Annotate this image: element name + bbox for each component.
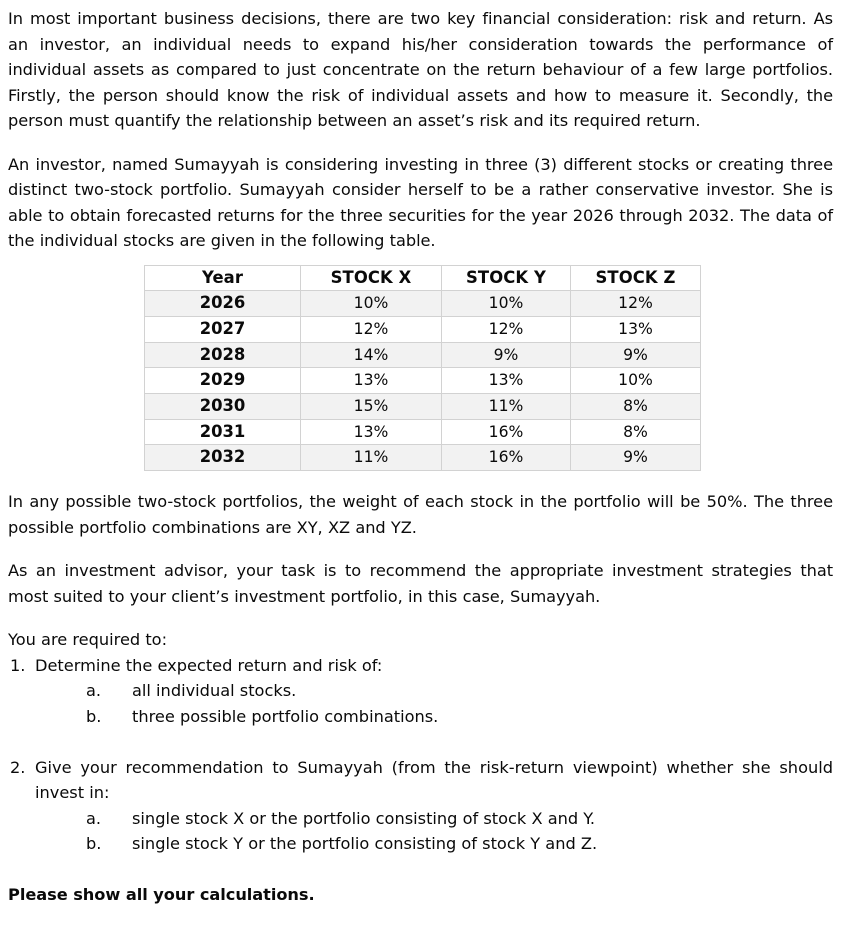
sub-requirement-text: single stock Y or the portfolio consisting of stock Y and Z.	[132, 834, 598, 854]
cell-year: 2031	[145, 419, 301, 445]
cell-stock-y: 16%	[442, 419, 571, 445]
table-row	[145, 291, 701, 317]
cell-year: 2032	[145, 445, 301, 471]
stock-returns-table	[144, 265, 701, 472]
table-body	[145, 291, 701, 471]
table-header-row	[145, 265, 701, 291]
column-header-stock-x: STOCK X	[301, 265, 442, 291]
sub-requirement-text: three possible portfolio combinations.	[132, 706, 439, 726]
stock-returns-table-wrapper	[8, 265, 833, 472]
requirement-1-sub-a	[35, 678, 833, 704]
requirement-2-sublist	[35, 806, 833, 857]
requirement-2-sub-b	[35, 831, 833, 857]
paragraph-intro: In most important business decisions, there are two key financial consideration: risk and return. As an investor, an individual needs to expand his/her consideration towards the performance of individual assets as compared to just concentrate on the return behaviour of a few large portfolios. Firstly, the person should know the risk of individual assets and how to measure it. Secondly, the person must quantify the relationship between an asset’s risk and its required return.	[8, 9, 833, 130]
table-row	[145, 419, 701, 445]
column-header-year: Year	[145, 265, 301, 291]
sub-list-marker: a.	[86, 681, 102, 701]
cell-stock-z: 12%	[571, 291, 701, 317]
requirement-1-sublist	[35, 678, 833, 729]
sub-requirement-text: single stock X or the portfolio consisting of stock X and Y.	[132, 808, 596, 828]
cell-stock-x: 11%	[301, 445, 442, 471]
sub-list-marker: b.	[86, 706, 102, 726]
cell-stock-x: 13%	[301, 419, 442, 445]
cell-stock-x: 10%	[301, 291, 442, 317]
paragraph-advisor-task: As an investment advisor, your task is to recommend the appropriate investment strategies that most suited to your client’s investment portfolio, in this case, Sumayyah.	[8, 561, 833, 606]
paragraph-portfolio-weights: In any possible two-stock portfolios, the weight of each stock in the portfolio will be 50%. The three possible portfolio combinations are XY, XZ and YZ.	[8, 492, 833, 537]
closing-instruction: Please show all your calculations.	[8, 885, 315, 905]
cell-stock-y: 10%	[442, 291, 571, 317]
cell-stock-x: 13%	[301, 368, 442, 394]
cell-stock-z: 10%	[571, 368, 701, 394]
cell-stock-x: 15%	[301, 394, 442, 420]
cell-stock-z: 9%	[571, 445, 701, 471]
cell-stock-z: 13%	[571, 316, 701, 342]
cell-year: 2026	[145, 291, 301, 317]
requirements-list	[8, 653, 833, 857]
table-row	[145, 342, 701, 368]
column-header-stock-y: STOCK Y	[442, 265, 571, 291]
cell-stock-x: 12%	[301, 316, 442, 342]
requirement-text: Determine the expected return and risk of:	[35, 655, 383, 675]
cell-stock-y: 11%	[442, 394, 571, 420]
cell-stock-y: 16%	[442, 445, 571, 471]
column-header-stock-z: STOCK Z	[571, 265, 701, 291]
table-row	[145, 368, 701, 394]
paragraph-scenario: An investor, named Sumayyah is considering investing in three (3) different stocks or creating three distinct two-stock portfolio. Sumayyah consider herself to be a rather conservative investor. She is able to obtain forecasted returns for the three securities for the year 2026 through 2032. The data of the individual stocks are given in the following table.	[8, 154, 833, 250]
sub-requirement-text: all individual stocks.	[132, 681, 297, 701]
requirement-2-sub-a	[35, 806, 833, 832]
cell-stock-y: 9%	[442, 342, 571, 368]
requirement-text: Give your recommendation to Sumayyah (from the risk-return viewpoint) whether she should invest in:	[35, 757, 833, 803]
requirement-1-sub-b	[35, 704, 833, 730]
cell-year: 2029	[145, 368, 301, 394]
sub-list-marker: b.	[86, 834, 102, 854]
cell-stock-y: 12%	[442, 316, 571, 342]
table-header	[145, 265, 701, 291]
cell-stock-z: 9%	[571, 342, 701, 368]
cell-year: 2030	[145, 394, 301, 420]
table-row	[145, 394, 701, 420]
sub-list-marker: a.	[86, 808, 102, 828]
requirements-intro: You are required to:	[8, 630, 168, 650]
cell-year: 2027	[145, 316, 301, 342]
list-marker: 1.	[10, 655, 26, 675]
requirement-item-2	[8, 755, 833, 857]
cell-stock-y: 13%	[442, 368, 571, 394]
table-row	[145, 316, 701, 342]
cell-stock-z: 8%	[571, 419, 701, 445]
cell-stock-z: 8%	[571, 394, 701, 420]
table-row	[145, 445, 701, 471]
cell-year: 2028	[145, 342, 301, 368]
cell-stock-x: 14%	[301, 342, 442, 368]
requirement-item-1	[8, 653, 833, 730]
list-marker: 2.	[10, 757, 26, 777]
